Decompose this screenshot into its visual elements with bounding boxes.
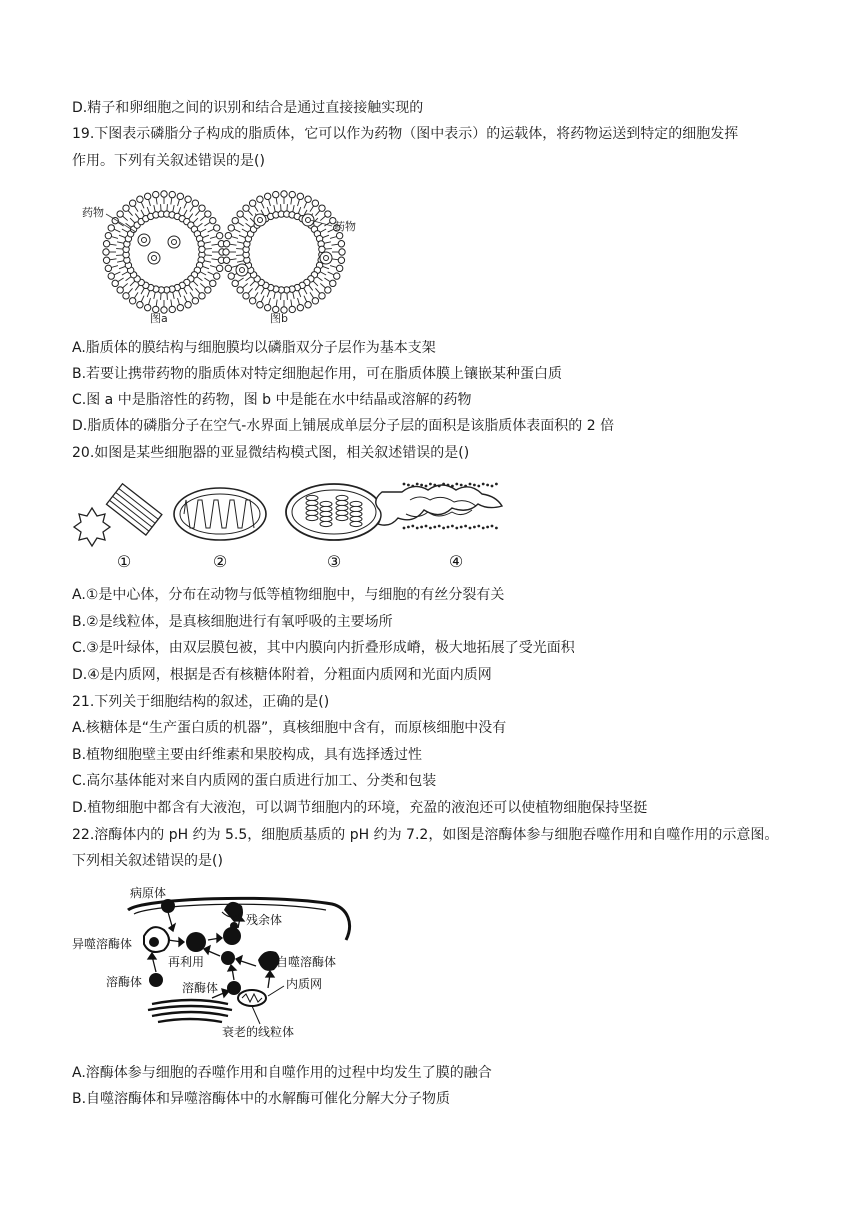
organelle-label-2: ② xyxy=(212,552,228,571)
line-q21-option-a: A.核糖体是“生产蛋白质的机器”，真核细胞中含有，而原核细胞中没有 xyxy=(72,720,507,736)
line-q21-option-c: C.高尔基体能对来自内质网的蛋白质进行加工、分类和包装 xyxy=(72,773,437,789)
line-q19-stem-cont: 作用。下列有关叙述错误的是() xyxy=(72,153,265,169)
label-er: 内质网 xyxy=(286,977,323,991)
digest-body-3 xyxy=(221,951,235,965)
figure-lysosome xyxy=(72,880,372,1050)
line-q20-option-d: D.④是内质网，根据是否有核糖体附着，分粗面内质网和光面内质网 xyxy=(72,667,492,683)
lysosome-left-shape xyxy=(149,973,163,987)
line-q19-option-c: C.图 a 中是脂溶性的药物，图 b 中是能在水中结晶或溶解的药物 xyxy=(72,392,472,408)
line-q20-stem: 20.如图是某些细胞器的亚显微结构模式图，相关叙述错误的是() xyxy=(72,445,470,461)
chloroplast-shape xyxy=(286,484,382,540)
label-hetero-lysosome: 异噬溶酶体 xyxy=(72,937,133,951)
line-q21-option-d: D.植物细胞中都含有大液泡，可以调节细胞内的环境，充盈的液泡还可以使植物细胞保持坚挺 xyxy=(72,800,648,816)
line-q19-option-a: A.脂质体的膜结构与细胞膜均以磷脂双分子层作为基本支架 xyxy=(72,340,436,356)
golgi-shape xyxy=(148,1000,232,1022)
label-lysosome-mid: 溶酶体 xyxy=(182,981,219,995)
liposome-b xyxy=(223,191,345,313)
line-q22-stem-cont: 下列相关叙述错误的是() xyxy=(72,853,223,869)
liposome-a xyxy=(103,191,225,313)
digest-body-2 xyxy=(223,927,241,945)
residual-body-shape xyxy=(230,922,238,930)
drug-label-b: 药物 xyxy=(334,220,356,233)
line-q20-option-b: B.②是线粒体，是真核细胞进行有氧呼吸的主要场所 xyxy=(72,614,393,630)
organelle-label-1: ① xyxy=(116,552,132,571)
organelle-label-4: ④ xyxy=(448,552,464,571)
figure-liposomes xyxy=(80,180,380,330)
line-q19-option-d: D.脂质体的磷脂分子在空气-水界面上铺展成单层分子层的面积是该脂质体表面积的 2 倍 xyxy=(72,418,615,434)
pathogen-shape xyxy=(161,899,175,913)
organelle-label-3: ③ xyxy=(326,552,342,571)
line-q20-option-a: A.①是中心体，分布在动物与低等植物细胞中，与细胞的有丝分裂有关 xyxy=(72,587,505,603)
label-residual-body: 残余体 xyxy=(246,913,283,927)
drug-label-a: 药物 xyxy=(82,206,104,219)
line-q19-option-b: B.若要让携带药物的脂质体对特定细胞起作用，可在脂质体膜上镶嵌某种蛋白质 xyxy=(72,366,563,382)
mitochondrion-aging-shape xyxy=(238,990,266,1006)
line-q21-option-b: B.植物细胞壁主要由纤维素和果胶构成，具有选择透过性 xyxy=(72,747,423,763)
line-q21-stem: 21.下列关于细胞结构的叙述，正确的是() xyxy=(72,694,330,710)
figure-organelles xyxy=(72,470,532,572)
label-pathogen: 病原体 xyxy=(130,886,167,900)
caption-b: 图b xyxy=(270,312,288,325)
label-aging-mitochondrion: 衰老的线粒体 xyxy=(222,1025,295,1039)
label-lysosome-left: 溶酶体 xyxy=(106,975,143,989)
line-q18-option-d: D.精子和卵细胞之间的识别和结合是通过直接接触实现的 xyxy=(72,100,424,116)
digest-body-1 xyxy=(186,932,206,952)
label-autophagic-lysosome: 自噬溶酶体 xyxy=(276,955,337,969)
label-reuse: 再利用 xyxy=(168,955,205,969)
caption-a: 图a xyxy=(150,312,168,325)
er-shape xyxy=(376,483,502,530)
line-q22-stem: 22.溶酶体内的 pH 约为 5.5，细胞质基质的 pH 约为 7.2，如图是溶酶体参与细胞吞噬作用和自噬作用的示意图。 xyxy=(72,827,779,843)
centriole-shape xyxy=(74,484,162,546)
line-q20-option-c: C.③是叶绿体，由双层膜包被，其中内膜向内折叠形成嵴，极大地拓展了受光面积 xyxy=(72,640,575,656)
mitochondrion-shape xyxy=(174,488,266,540)
line-q22-option-b: B.自噬溶酶体和异噬溶酶体中的水解酶可催化分解大分子物质 xyxy=(72,1091,451,1107)
line-q19-stem: 19.下图表示磷脂分子构成的脂质体，它可以作为药物（图中表示）的运载体，将药物运送到特定的细胞发挥 xyxy=(72,126,739,142)
lysosome-mid-shape xyxy=(227,981,241,995)
line-q22-option-a: A.溶酶体参与细胞的吞噬作用和自噬作用的过程中均发生了膜的融合 xyxy=(72,1065,492,1081)
